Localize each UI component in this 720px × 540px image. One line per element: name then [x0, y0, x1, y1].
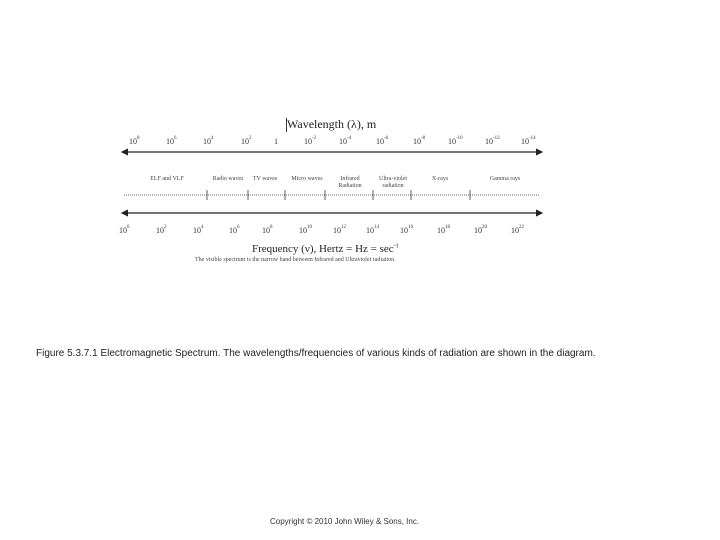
frequency-tick-base: 10	[400, 226, 408, 235]
frequency-tick-exponent: 12	[341, 225, 346, 230]
wavelength-tick-base: 10	[166, 137, 174, 146]
region-label-3: Micro waves	[291, 176, 323, 182]
frequency-tick-exponent: 10	[307, 225, 312, 230]
wavelength-tick-exponent: -14	[529, 136, 536, 141]
frequency-tick-base: 10	[511, 226, 519, 235]
wavelength-tick-base: 10	[241, 137, 249, 146]
region-label-0: ELF and VLF	[150, 176, 184, 182]
region-label-5: Ultra-violet radiation	[379, 176, 407, 189]
wavelength-tick-base: 10	[376, 137, 384, 146]
wavelength-tick-base: 10	[521, 137, 529, 146]
wavelength-tick-base: 10	[339, 137, 347, 146]
wavelength-tick-exponent: -4	[347, 136, 352, 141]
wavelength-tick-base: 10	[304, 137, 312, 146]
frequency-title-exponent: -1	[393, 243, 399, 250]
frequency-tick-base: 10	[366, 226, 374, 235]
frequency-tick-base: 10	[229, 226, 237, 235]
frequency-tick-base: 10	[156, 226, 164, 235]
wavelength-tick-base: 10	[203, 137, 211, 146]
frequency-axis-title	[252, 243, 399, 255]
wavelength-tick-exponent: 8	[137, 136, 140, 141]
region-label-1: Radio waves	[212, 176, 244, 182]
frequency-tick-base: 10	[437, 226, 445, 235]
frequency-tick-base: 10	[333, 226, 341, 235]
region-label-6: X-rays	[431, 176, 449, 182]
wavelength-tick-exponent: -12	[493, 136, 500, 141]
figure-caption: Figure 5.3.7.1 Electromagnetic Spectrum. The wavelengths/frequencies of various kinds of radiation are shown in the diagram.	[36, 348, 596, 359]
frequency-tick-exponent: 22	[519, 225, 524, 230]
copyright-notice: Copyright © 2010 John Wiley & Sons, Inc.	[270, 517, 420, 526]
frequency-tick-exponent: 14	[374, 225, 379, 230]
wavelength-tick-exponent: 4	[211, 136, 214, 141]
frequency-tick-base: 10	[262, 226, 270, 235]
frequency-tick-base: 10	[193, 226, 201, 235]
frequency-tick-exponent: 20	[482, 225, 487, 230]
frequency-tick-base: 10	[474, 226, 482, 235]
wavelength-tick-exponent: -8	[421, 136, 426, 141]
wavelength-tick-base: 10	[129, 137, 137, 146]
wavelength-tick-exponent: -2	[312, 136, 317, 141]
frequency-tick-exponent: 18	[445, 225, 450, 230]
frequency-title-text: Frequency (ν), Hertz = Hz = sec	[252, 243, 394, 255]
frequency-tick-exponent: 2	[164, 225, 167, 230]
frequency-tick-exponent: 4	[201, 225, 204, 230]
wavelength-tick-base: 10	[448, 137, 456, 146]
frequency-tick-exponent: 6	[237, 225, 240, 230]
region-label-2: TV waves	[252, 176, 278, 182]
region-label-7: Gamma rays	[489, 176, 521, 182]
wavelength-tick-exponent: 2	[249, 136, 252, 141]
wavelength-tick-exponent: 6	[174, 136, 177, 141]
frequency-tick-exponent: 8	[270, 225, 273, 230]
frequency-tick-exponent: 16	[408, 225, 413, 230]
wavelength-tick-base: 10	[413, 137, 421, 146]
frequency-tick-base: 10	[299, 226, 307, 235]
wavelength-tick-exponent: -10	[456, 136, 463, 141]
wavelength-axis-title: Wavelength (λ), m	[287, 117, 377, 131]
wavelength-tick-exponent: -6	[384, 136, 389, 141]
frequency-tick-base: 10	[119, 226, 127, 235]
frequency-tick-exponent: 0	[127, 225, 130, 230]
visible-spectrum-note: The visible spectrum is the narrow band between Infrared and Ultraviolet radiation.	[195, 257, 396, 263]
region-label-4: Infrared Radiation	[338, 176, 362, 189]
wavelength-tick-base: 10	[485, 137, 493, 146]
wavelength-tick-base: 1	[274, 137, 278, 146]
